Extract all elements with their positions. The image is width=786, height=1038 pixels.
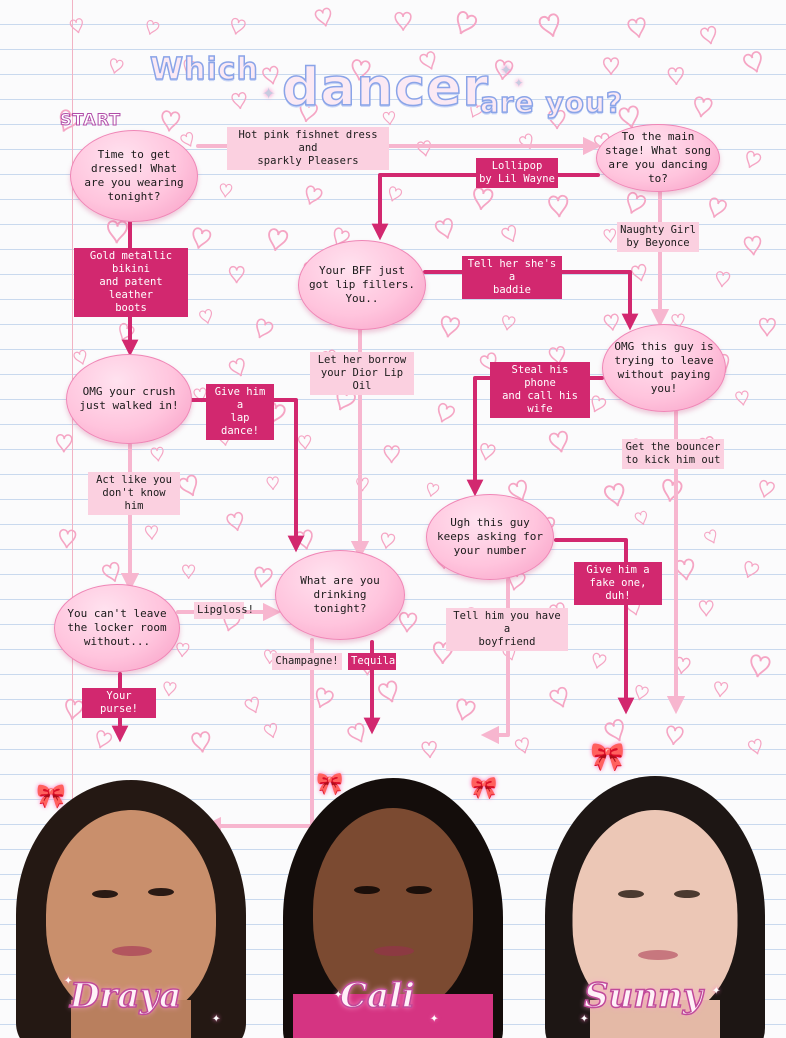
answer-steal-phone: Steal his phone and call his wife [490,362,590,418]
arrow-q6-to-cali [490,580,508,735]
answer-fake-number: Give him a fake one, duh! [574,562,662,605]
result-name-sunny: Sunny [584,976,703,1016]
answer-naughty-girl: Naughty Girl by Beyonce [617,222,699,252]
sparkle-icon: ✦ [580,1010,589,1026]
result-name-draya: Draya [70,976,182,1016]
answer-bouncer: Get the bouncer to kick him out [622,439,724,469]
star-icon: ✦ [500,56,513,80]
sparkle-icon: ✦ [334,986,343,1002]
question-guy-not-paying: OMG this guy is trying to leave without paying you! [602,324,726,412]
answer-lipgloss: Lipgloss! [194,602,244,619]
sparkle-icon: ✦ [430,1010,439,1026]
title-dancer: dancer [282,58,490,118]
question-drinking-tonight: What are you drinking tonight? [275,550,405,640]
answer-dior-lip-oil: Let her borrow your Dior Lip Oil [310,352,414,395]
question-asking-number: Ugh this guy keeps asking for your number [426,494,554,580]
answer-lap-dance: Give him a lap dance! [206,384,274,440]
answer-act-like: Act like you don't know him [88,472,180,515]
answer-champagne: Champagne! [272,653,342,670]
answer-purse: Your purse! [82,688,156,718]
answer-fishnet-dress: Hot pink fishnet dress and sparkly Pleasers [227,127,389,170]
title-are-you: are you? [480,86,624,119]
question-main-stage: To the main stage! What song are you dancing to? [596,124,720,192]
bow-icon: 🎀 [470,776,498,801]
bow-icon: 🎀 [36,782,66,810]
question-bff-lip-fillers: Your BFF just got lip fillers. You.. [298,240,426,330]
bow-icon: 🎀 [316,772,344,797]
question-locker-room: You can't leave the locker room without... [54,584,180,672]
star-icon: ✦ [262,80,276,105]
question-crush-walked-in: OMG your crush just walked in! [66,354,192,444]
answer-tequila: Tequila! [348,653,396,670]
answer-baddie: Tell her she's a baddie [462,256,562,299]
sparkle-icon: ✦ [212,1010,221,1026]
question-getting-dressed: Time to get dressed! What are you wearing tonight? [70,130,198,222]
star-icon: ✦ [514,72,524,91]
bow-icon: 🎀 [590,740,625,773]
title-which: Which [150,52,259,87]
answer-lollipop: Lollipop by Lil Wayne [476,158,558,188]
sparkle-icon: ✦ [712,982,721,998]
answer-boyfriend: Tell him you have a boyfriend [446,608,568,651]
sparkle-icon: ✦ [64,972,73,988]
result-name-cali: Cali [340,976,415,1016]
answer-gold-bikini: Gold metallic bikini and patent leather boots [74,248,188,317]
start-label: START [60,110,122,129]
